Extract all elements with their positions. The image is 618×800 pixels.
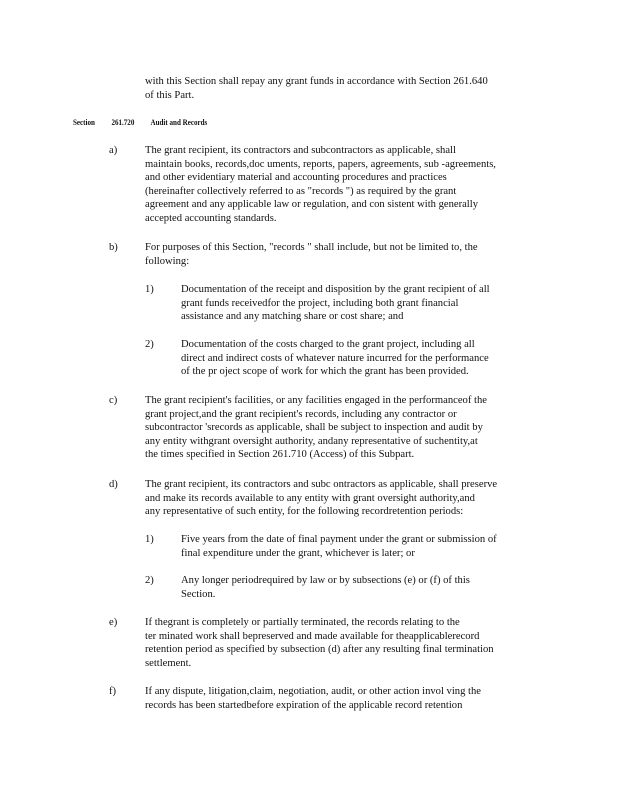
item-f-paragraph (145, 685, 481, 712)
item-b-2-paragraph (181, 338, 489, 379)
item-c-paragraph (145, 394, 487, 462)
text-line: any entity withgrant oversight authority, andany representative of suchentity,at (145, 435, 478, 447)
item-e-marker: e) (109, 617, 118, 628)
text-line: The grant recipient's facilities, or any facilities engaged in the performanceof the (145, 395, 487, 406)
item-b-1-paragraph (181, 283, 490, 324)
section-title: Audit and Records (150, 117, 208, 127)
item-f-marker: f) (109, 686, 117, 697)
text-line: following: (145, 255, 190, 267)
text-line: maintain books, records,doc uments, reports, papers, agreements, sub -agreements, (145, 158, 496, 170)
text-line: any representative of such entity, for the following recordretention periods: (145, 506, 464, 518)
text-line: assistance and any matching share or cost share; and (181, 311, 404, 323)
item-d-1-paragraph (181, 533, 497, 560)
text-line: accepted accounting standards. (145, 212, 277, 224)
item-d-marker: d) (109, 479, 118, 490)
text-line: ter minated work shall bepreserved and made available for theapplicablerecord (145, 630, 480, 642)
item-d-paragraph (145, 478, 497, 519)
item-a-marker: a) (109, 145, 118, 156)
item-d-1-marker: 1) (145, 534, 154, 545)
item-b-marker: b) (109, 242, 118, 253)
item-e-paragraph (145, 616, 494, 670)
section-heading (73, 116, 222, 130)
text-line: grant project,and the grant recipient's records, including any contractor or (145, 408, 457, 420)
text-line: subcontractor 'srecords as applicable, shall be subject to inspection and audit by (145, 422, 483, 434)
text-line: settlement. (145, 657, 192, 669)
text-line: The grant recipient, its contractors and subcontractors as applicable, shall (145, 145, 456, 156)
text-line: For purposes of this Section, "records " shall include, but not be limited to, the (145, 242, 478, 253)
text-line: Section. (181, 588, 216, 600)
text-line: Any longer periodrequired by law or by subsections (e) or (f) of this (181, 575, 470, 586)
text-line: the times specified in Section 261.710 (Access) of this Subpart. (145, 449, 415, 461)
item-c-marker: c) (109, 395, 118, 406)
text-line: and other evidentiary material and accounting procedures and practices (145, 172, 447, 184)
text-line: If any dispute, litigation,claim, negotiation, audit, or other action invol ving the (145, 686, 481, 697)
text-line: and make its records available to any entity with grant oversight authority,and (145, 492, 475, 504)
text-line: direct and indirect costs of whatever nature incurred for the performance (181, 352, 489, 364)
text-line: grant funds receivedfor the project, including both grant financial (181, 297, 459, 309)
text-line: If thegrant is completely or partially terminated, the records relating to the (145, 617, 460, 628)
item-b-paragraph (145, 241, 478, 268)
section-number: 261.720 (111, 117, 135, 127)
text-line: Documentation of the costs charged to the grant project, including all (181, 339, 475, 350)
text-line: Documentation of the receipt and disposition by the grant recipient of all (181, 284, 490, 295)
item-b-2-marker: 2) (145, 339, 154, 350)
intro-paragraph (145, 75, 488, 102)
text-line: (hereinafter collectively referred to as "records ") as required by the grant (145, 185, 457, 197)
text-line: of this Part. (145, 89, 195, 101)
text-line: The grant recipient, its contractors and subc ontractors as applicable, shall preserve (145, 479, 498, 490)
text-line: records has been startedbefore expiration of the applicable record retention (145, 699, 463, 711)
text-line: Five years from the date of final payment under the grant or submission of (181, 534, 497, 545)
text-line: retention period as specified by subsection (d) after any resulting final termination (145, 644, 494, 656)
text-line: agreement and any applicable law or regulation, and con sistent with generally (145, 199, 478, 211)
text-line: with this Section shall repay any grant funds in accordance with Section 261.640 (145, 76, 488, 87)
section-word: Section (73, 117, 95, 127)
text-line: final expenditure under the grant, whichever is later; or (181, 547, 415, 559)
item-d-2-marker: 2) (145, 575, 154, 586)
item-d-2-paragraph (181, 574, 470, 601)
item-a-paragraph (145, 144, 496, 226)
item-b-1-marker: 1) (145, 284, 154, 295)
text-line: of the pr oject scope of work for which the grant has been provided. (181, 366, 469, 378)
